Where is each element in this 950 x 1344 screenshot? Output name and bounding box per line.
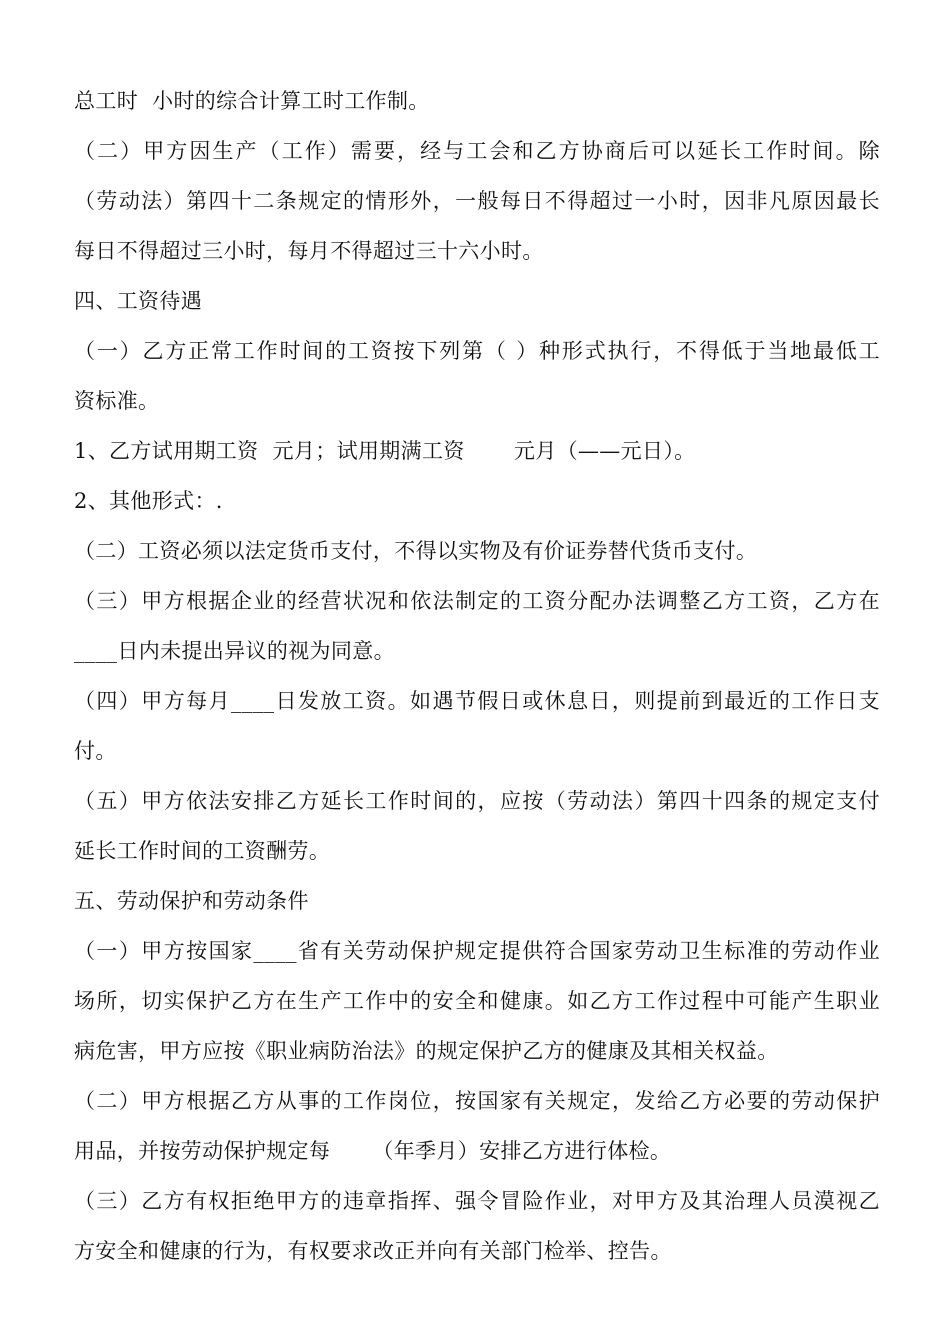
- text-line: 场所，切实保护乙方在生产工作中的安全和健康。如乙方工作过程中可能产生职业: [74, 989, 880, 1013]
- text-line: 资标准。: [74, 389, 160, 413]
- text-line: 延长工作时间的工资酬劳。: [74, 839, 331, 863]
- text-line: 付。: [74, 739, 117, 763]
- text-line: 总工时 小时的综合计算工时工作制。: [74, 89, 430, 113]
- text-line: （三）甲方根据企业的经营状况和依法制定的工资分配办法调整乙方工资，乙方在: [74, 589, 880, 613]
- text-line: 每日不得超过三小时，每月不得超过三十六小时。: [74, 239, 544, 263]
- text-line: （一）乙方正常工作时间的工资按下列第（ ）种形式执行，不得低于当地最低工: [74, 339, 880, 363]
- text-line: （一）甲方按国家____省有关劳动保护规定提供符合国家劳动卫生标准的劳动作业: [74, 939, 880, 963]
- section-heading: 四、工资待遇: [74, 289, 203, 313]
- text-line: （二）甲方因生产（工作）需要，经与工会和乙方协商后可以延长工作时间。除: [74, 139, 880, 163]
- text-line: （二）工资必须以法定货币支付，不得以实物及有价证券替代货币支付。: [74, 539, 758, 563]
- section-heading: 五、劳动保护和劳动条件: [74, 889, 309, 913]
- text-line: （四）甲方每月____日发放工资。如遇节假日或休息日，则提前到最近的工作日支: [74, 689, 880, 713]
- text-line: （三）乙方有权拒绝甲方的违章指挥、强令冒险作业，对甲方及其治理人员漠视乙: [74, 1189, 880, 1213]
- text-line: （五）甲方依法安排乙方延长工作时间的，应按（劳动法）第四十四条的规定支付: [74, 789, 880, 813]
- text-line: （二）甲方根据乙方从事的工作岗位，按国家有关规定，发给乙方必要的劳动保护: [74, 1089, 880, 1113]
- document-page: [74, 76, 880, 1276]
- text-line: 用品，并按劳动保护规定每 （年季月）安排乙方进行体检。: [74, 1139, 672, 1163]
- text-line: 病危害，甲方应按《职业病防治法》的规定保护乙方的健康及其相关权益。: [74, 1039, 779, 1063]
- text-line: 2、其他形式：.: [74, 489, 223, 513]
- text-line: 方安全和健康的行为，有权要求改正并向有关部门检举、控告。: [74, 1239, 672, 1263]
- text-line: （劳动法）第四十二条规定的情形外，一般每日不得超过一小时，因非凡原因最长: [74, 189, 880, 213]
- text-line: ____日内未提出异议的视为同意。: [74, 639, 395, 663]
- text-line: 1、乙方试用期工资 元月；试用期满工资 元月（——元日）。: [74, 439, 696, 463]
